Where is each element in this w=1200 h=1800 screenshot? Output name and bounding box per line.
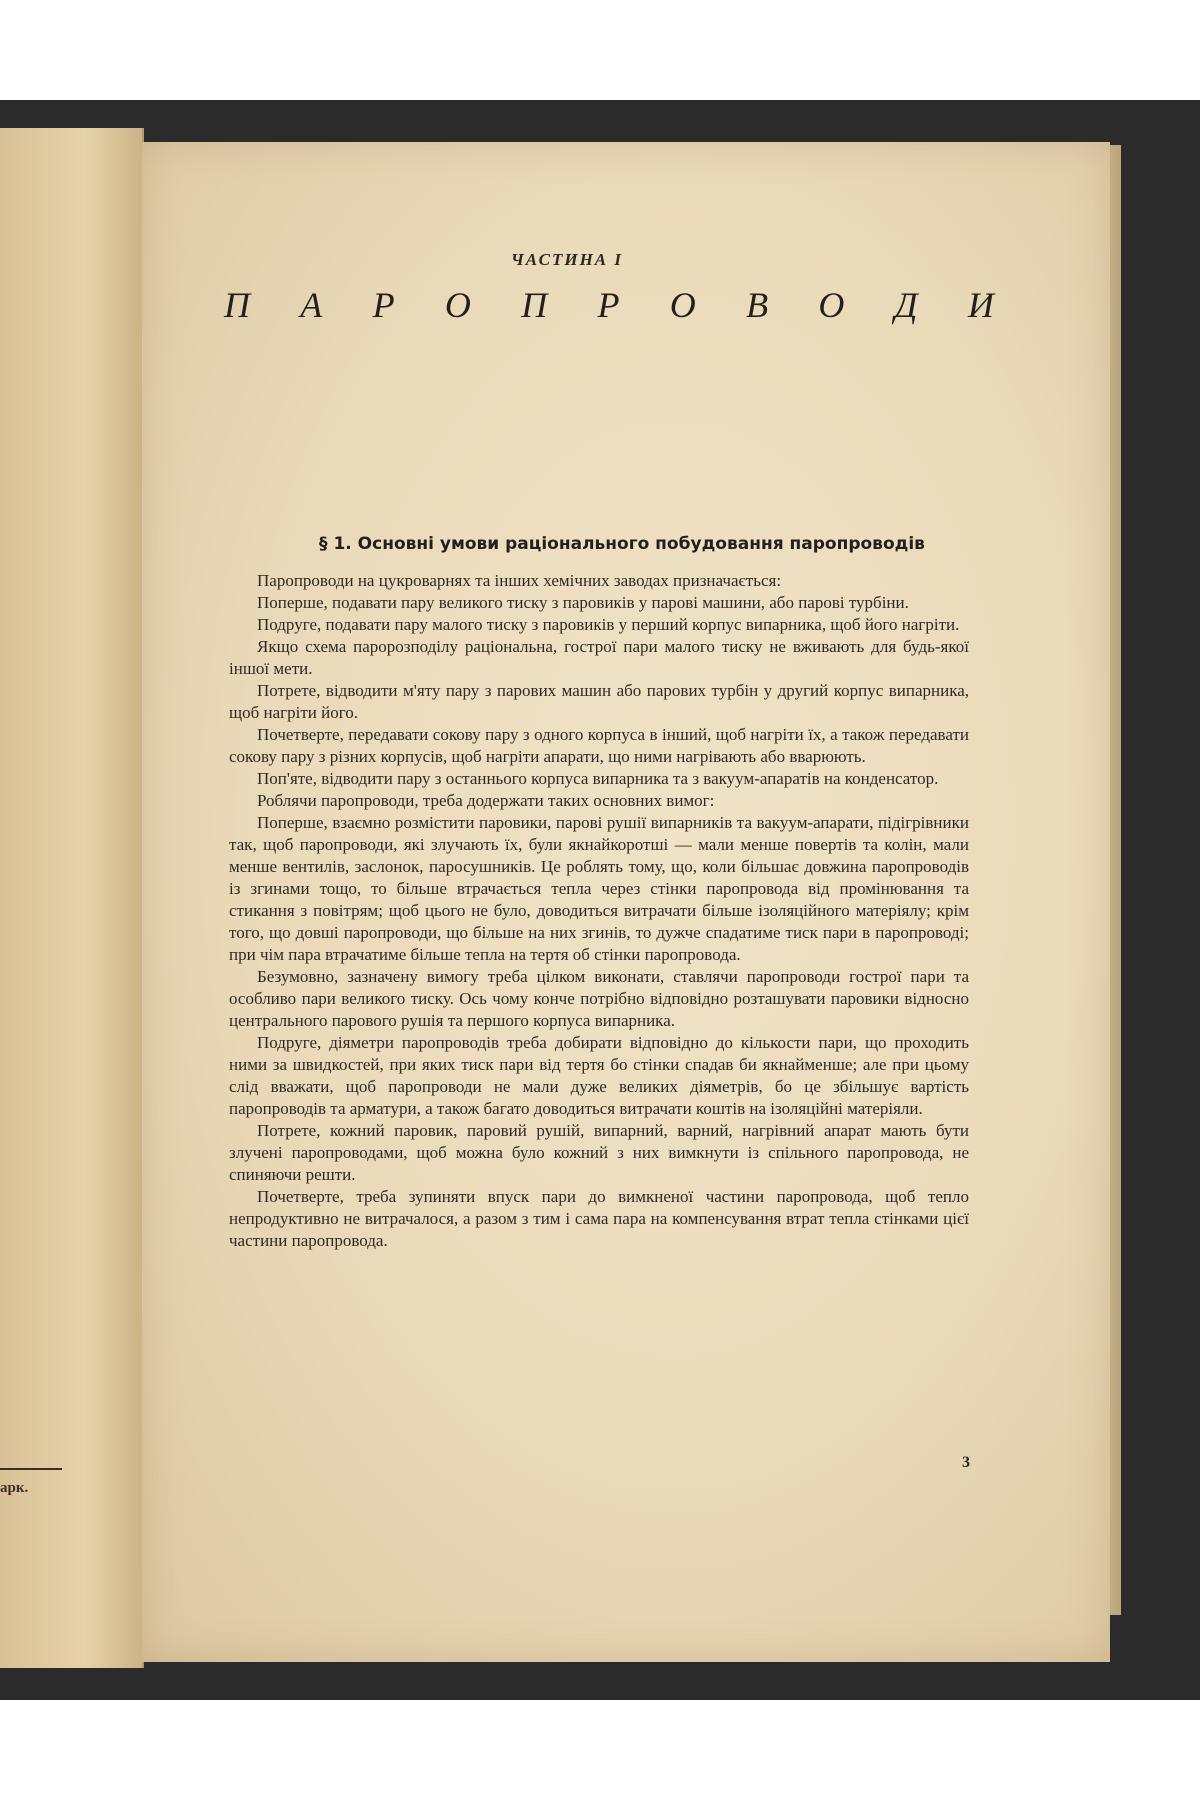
section-heading: § 1. Основні умови раціонального побудовання паропроводів: [319, 534, 925, 554]
paragraph: Поперше, подавати пару великого тиску з паровиків у парові машини, або парові турбіни.: [257, 593, 909, 612]
paragraph: Поперше, взаємно розмістити паровики, парові рушії випарників та вакуум-апарати, підігрівники так, щоб паропроводи, які злучають їх, були якнайкоротші — мали менше повертів та колін, мали менше вентилів, заслонок, паросушників. Це роблять тому, що, коли більшає довжина паропроводів із згинами тощо, то більше втрачається тепла через стінки паропровода від промінювання та стикання з повітрям; щоб цього не було, доводиться витрачати більше ізоляційного матеріялу; крім того, що довші паропроводи, що більше на них згинів, то дужче спадатиме тиск пари в паропроводі; при чім пара втрачатиме більше тепла на тертя об стінки паропровода.: [229, 813, 969, 964]
part-title: [224, 284, 994, 326]
left-page: [0, 128, 144, 1668]
body-text: [229, 570, 969, 1252]
paragraph: Якщо схема паророзподілу раціональна, гострої пари малого тиску не вживають для будь-якої іншої мети.: [229, 637, 969, 678]
page-number: 3: [962, 1454, 970, 1471]
book-page: [142, 142, 1110, 1662]
part-title-letter: П: [521, 285, 548, 325]
part-title-letter: И: [967, 285, 994, 325]
photo-background: [0, 100, 1200, 1700]
paragraph: Подруге, подавати пару малого тиску з паровиків у перший корпус випарника, щоб його нагріти.: [257, 615, 960, 634]
part-title-letter: В: [746, 285, 769, 325]
paragraph: Почетверте, передавати сокову пару з одного корпуса в інший, щоб нагріти їх, а також передавати сокову пару з різних корпусів, щоб нагріти апарати, що ними нагрівають або вварюють.: [229, 725, 969, 766]
part-title-letter: О: [818, 285, 845, 325]
part-label: ЧАСТИНА I: [510, 250, 623, 269]
part-title-letter: О: [444, 285, 471, 325]
left-page-fragment: арк.: [0, 1480, 29, 1496]
paragraph: Поп'яте, відводити пару з останнього корпуса випарника та з вакуум-апаратів на конденсатор.: [257, 769, 939, 788]
part-title-letter: Д: [894, 285, 918, 325]
paragraph: Потрете, відводити м'яту пару з парових машин або парових турбін у другий корпус випарника, щоб нагріти його.: [229, 681, 969, 722]
paragraph: Роблячи паропроводи, треба додержати таких основних вимог:: [257, 791, 715, 810]
part-title-letter: О: [669, 285, 696, 325]
paragraph: Почетверте, треба зупиняти впуск пари до вимкненої частини паропровода, щоб тепло непродуктивно не витрачалося, а разом з тим і сама пара на компенсування втрат тепла стінками цієї частини паропровода.: [229, 1187, 969, 1250]
paragraph: Паропроводи на цукроварнях та інших хемічних заводах призначається:: [257, 571, 782, 590]
paragraph: Подруге, діяметри паропроводів треба добирати відповідно до кількости пари, що проходить ними за швидкостей, при яких тиск пари від тертя бо стінки спадав би якнайменше; але при цьому слід вважати, щоб паропроводи не мали дуже великих діяметрів, бо це збільшує вартість паропроводів та арматури, а також багато доводиться витрачати коштів на ізоляційні матеріяли.: [229, 1033, 969, 1118]
paragraph: Безумовно, зазначену вимогу треба цілком виконати, ставлячи паропроводи гострої пари та особливо пари великого тиску. Ось чому конче потрібно відповідно розташувати паровики відносно центрального парового рушія та першого корпуса випарника.: [229, 967, 969, 1030]
part-title-letter: Р: [597, 285, 620, 325]
part-title-letter: Р: [372, 285, 395, 325]
footnote-rule: [0, 1468, 62, 1470]
part-title-letter: А: [300, 285, 323, 325]
part-title-letter: П: [224, 285, 250, 325]
paragraph: Потрете, кожний паровик, паровий рушій, випарний, варний, нагрівний апарат мають бути злучені паропроводами, щоб можна було кожний з них вимкнути із спільного паропровода, не спиняючи решти.: [229, 1121, 969, 1184]
